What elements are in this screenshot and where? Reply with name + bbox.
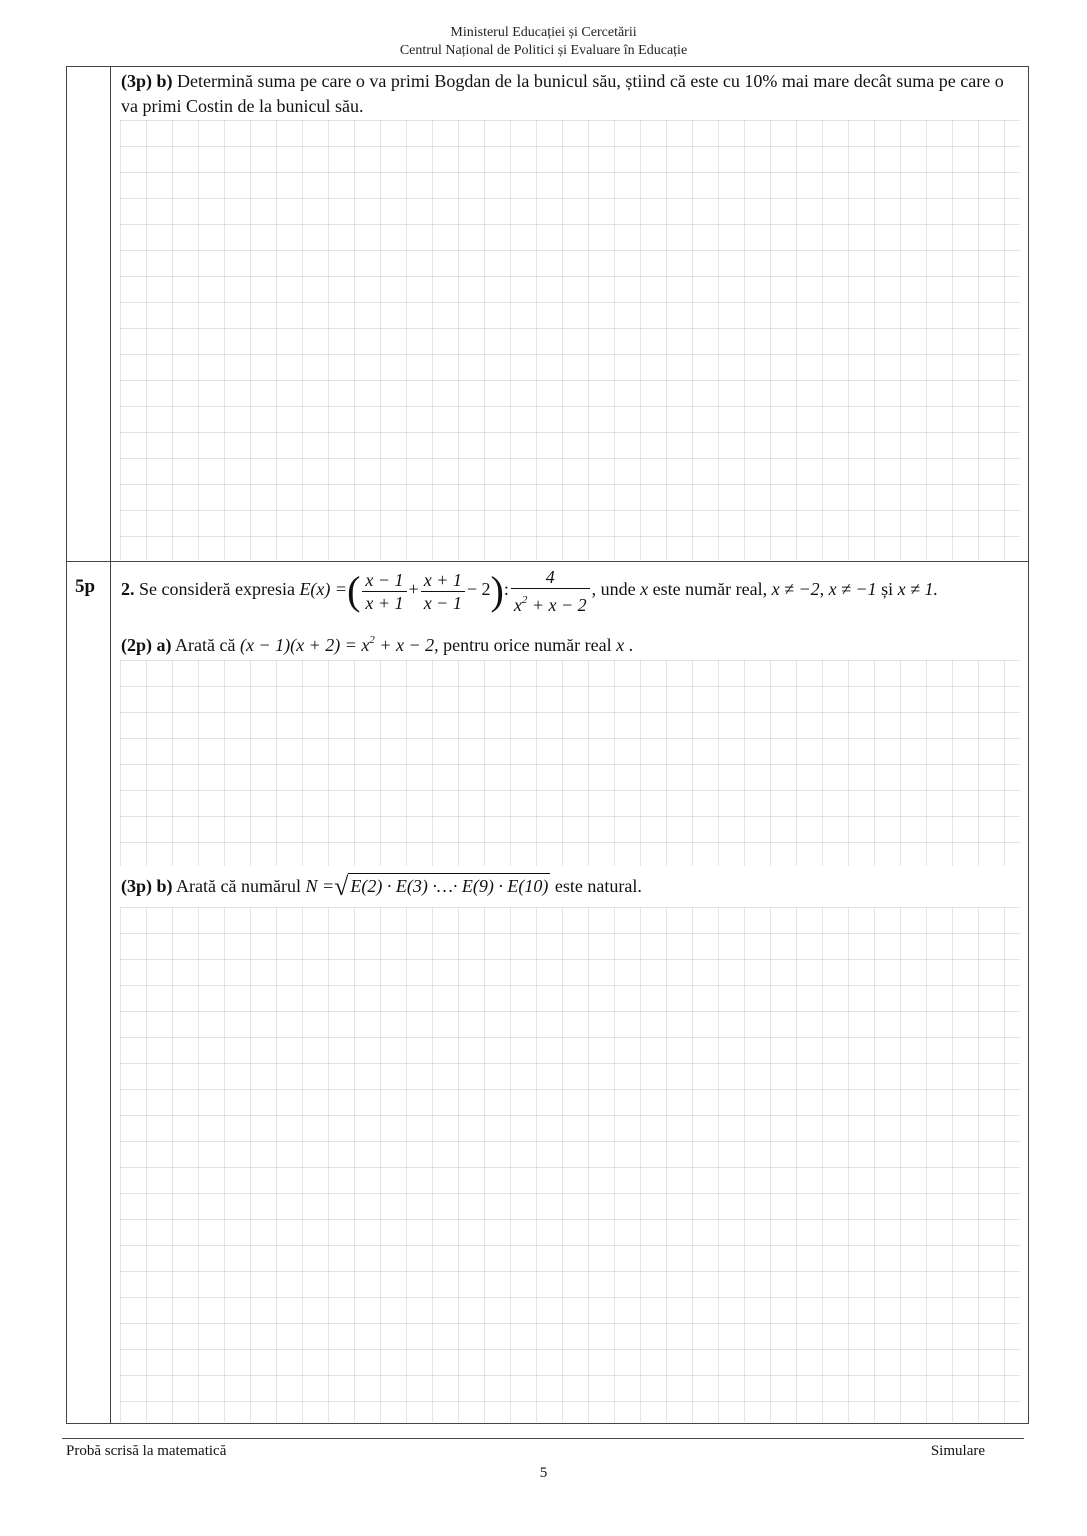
fraction-1-numerator: x − 1 <box>362 569 406 592</box>
footer-exam-type: Simulare <box>930 1443 985 1459</box>
center-name: Centrul Național de Politici și Evaluare în Educație <box>399 43 688 58</box>
fraction-2-numerator: x + 1 <box>421 569 465 592</box>
question-2-statement: 2. Se consideră expresia E(x) =( $\frac{x - 1}{x + 1}$ + $\frac{x + 1}{x - 1}$ − 2): $\frac{4}{x^2 + x - 2}$ , unde x este număr real, x ≠ −2, x ≠ −1 și x ≠ 1. <box>121 567 938 615</box>
points-column-divider <box>110 66 111 1424</box>
footer-subject: Probă scrisă la matematică <box>66 1443 227 1459</box>
condition-3: x ≠ 1. <box>897 579 938 600</box>
question-1b-points: (3p) b) <box>121 71 173 91</box>
minus-two: − 2 <box>466 579 491 600</box>
condition-2: x ≠ −1 <box>828 579 877 600</box>
question-1b <box>121 69 1023 119</box>
page-header <box>0 24 1087 60</box>
fraction-3-den-rest: + x − 2 <box>527 595 587 615</box>
radical-sign: √ <box>334 872 349 901</box>
page-number: 5 <box>539 1465 548 1481</box>
fraction-1 <box>362 569 406 614</box>
question-2-number: 2. <box>121 579 135 600</box>
question-2a-points: (2p) a) <box>121 635 172 655</box>
identity-exponent: 2 <box>369 634 375 646</box>
question-2b <box>121 873 642 899</box>
right-paren: ) <box>490 568 504 613</box>
identity-lhs: (x − 1)(x + 2) = x <box>239 635 370 655</box>
fraction-3-denominator <box>511 589 590 616</box>
fraction-3-den-base: x <box>513 595 522 615</box>
fraction-1-denominator: x + 1 <box>365 592 404 613</box>
fraction-3-den-exponent: 2 <box>521 594 528 606</box>
condition-1: x ≠ −2 <box>771 579 820 600</box>
answer-grid-2a[interactable] <box>120 660 1020 866</box>
footer-divider <box>62 1438 1024 1439</box>
question-1b-text: Determină suma pe care o va primi Bogdan de la bunicul său, știind că este cu 10% mai mare decât suma pe care o va primi Costin de la bunicul său. <box>121 71 1004 116</box>
question-2-points: 5p <box>75 576 96 597</box>
fraction-2-denominator: x − 1 <box>423 592 462 613</box>
ministry-name: Ministerul Educației și Cercetării <box>450 25 637 40</box>
n-lhs: N = <box>305 876 335 896</box>
question-2a-tail: , pentru orice număr real <box>434 635 612 655</box>
condition-text: este număr real, <box>652 579 768 600</box>
fraction-3 <box>511 566 590 616</box>
fraction-3-numerator: 4 <box>511 566 590 589</box>
fraction-2 <box>421 569 465 614</box>
condition-variable: x <box>640 579 649 600</box>
answer-grid-1b[interactable] <box>120 120 1020 560</box>
condition-and: și <box>881 579 894 600</box>
question-2b-lead: Arată că numărul <box>176 876 301 896</box>
question-2a-variable: x <box>616 635 625 655</box>
radicand: E(2) · E(3) ·…· E(9) · E(10) <box>348 873 550 899</box>
answer-grid-2b[interactable] <box>120 907 1020 1422</box>
question-2b-points: (3p) b) <box>121 876 173 896</box>
condition-prefix: , unde <box>591 579 636 600</box>
question-2a-lead: Arată că <box>175 635 236 655</box>
plus-sign: + <box>408 579 419 600</box>
section-divider <box>66 561 1029 562</box>
question-2a <box>121 628 633 658</box>
identity <box>240 635 434 655</box>
question-2b-tail: este natural. <box>554 876 642 896</box>
left-paren: ( <box>347 568 361 613</box>
question-2a-end: . <box>628 635 634 655</box>
identity-rhs: + x − 2 <box>374 635 435 655</box>
question-2-intro: Se consideră expresia <box>139 579 295 600</box>
division-colon: : <box>503 579 509 600</box>
expression-lhs: E(x) = <box>299 579 348 600</box>
